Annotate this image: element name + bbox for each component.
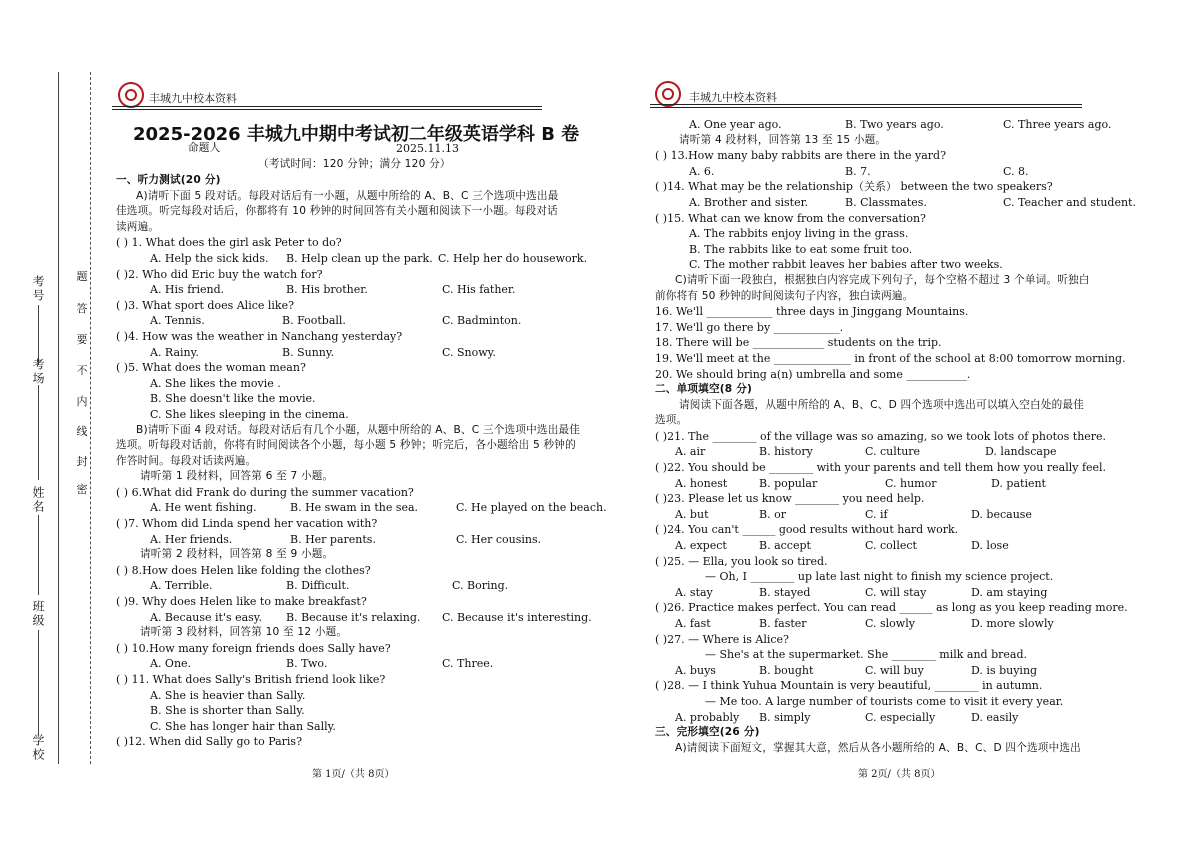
answer-option: A. air bbox=[675, 445, 706, 459]
line-text: 三、完形填空(26 分) bbox=[655, 726, 760, 739]
answer-option: B. Help clean up the park. bbox=[286, 251, 433, 265]
line-text: ( ) 11. What does Sally's British friend look like? bbox=[116, 673, 386, 686]
line-text: ( ) 8.How does Helen like folding the clothes? bbox=[116, 563, 371, 577]
answer-option: B. Football. bbox=[282, 314, 346, 328]
answer-option: B. He swam in the sea. bbox=[290, 501, 419, 515]
line-text: ( )5. What does the woman mean? bbox=[116, 361, 306, 375]
field-exam-number: 考号 bbox=[31, 275, 45, 303]
answer-option: B. Her parents. bbox=[290, 532, 376, 546]
header-rule bbox=[112, 106, 542, 107]
answer-option: D. easily bbox=[971, 710, 1019, 724]
answer-option: D. more slowly bbox=[971, 617, 1054, 630]
answer-option: A. Terrible. bbox=[150, 579, 213, 593]
answer-option: C. His father. bbox=[442, 283, 516, 297]
answer-option: D. is buying bbox=[971, 663, 1038, 677]
line-text: ( ) 13.How many baby rabbits are there in the yard? bbox=[655, 149, 946, 163]
answer-option: A. expect bbox=[675, 539, 727, 553]
line-text: A)请阅读下面短文，掌握其大意，然后从各小题所给的 A、B、C、D 四个选项中选出 bbox=[675, 741, 1081, 754]
answer-option: C. especially bbox=[865, 710, 936, 724]
line-text: ( )23. Please let us know ________ you need help. bbox=[655, 492, 925, 506]
line-text: 二、单项填空(8 分) bbox=[655, 383, 753, 396]
answer-option: C. if bbox=[865, 507, 888, 521]
line-text: C. The mother rabbit leaves her babies after two weeks. bbox=[689, 258, 1003, 272]
line-text: 读两遍。 bbox=[116, 220, 160, 233]
answer-option: A. He went fishing. bbox=[150, 501, 257, 515]
line-text: 一、听力测试(20 分) bbox=[116, 174, 221, 186]
line-text: ( )15. What can we know from the conversation? bbox=[655, 211, 926, 225]
answer-option: B. accept bbox=[759, 539, 811, 553]
line-text: 17. We'll go there by ____________. bbox=[655, 320, 844, 334]
answer-option: A. fast bbox=[675, 617, 711, 630]
line-text: ( )25. — Ella, you look so tired. bbox=[655, 554, 828, 568]
answer-option: B. stayed bbox=[759, 585, 811, 599]
answer-option: A. Brother and sister. bbox=[689, 195, 809, 209]
answer-option: A. probably bbox=[675, 710, 740, 724]
line-text: ( ) 10.How many foreign friends does Sally have? bbox=[116, 641, 391, 655]
line-text: ( ) 1. What does the girl ask Peter to do? bbox=[116, 236, 342, 250]
line-text: ( )22. You should be ________ with your parents and tell them how you really feel. bbox=[655, 461, 1107, 475]
answer-option: B. bought bbox=[759, 663, 814, 677]
header-rule bbox=[650, 104, 1082, 105]
margin-line-outer bbox=[58, 72, 59, 764]
answer-option: B. history bbox=[759, 445, 813, 459]
seal-char: 内 bbox=[76, 395, 88, 408]
line-text: A. The rabbits enjoy living in the grass. bbox=[689, 227, 909, 241]
seal-char: 答 bbox=[76, 302, 88, 315]
page1-footer: 第 1页/（共 8页） bbox=[312, 769, 395, 780]
line-text: — She's at the supermarket. She ________ milk and bread. bbox=[705, 648, 1027, 662]
answer-option: B. faster bbox=[759, 617, 807, 630]
line-text: 20. We should bring a(n) umbrella and some ___________. bbox=[655, 367, 971, 381]
line-text: 请听第 1 段材料，回答第 6 至 7 小题。 bbox=[140, 470, 334, 483]
seal-char: 线 bbox=[76, 425, 88, 438]
line-text: B. She doesn't like the movie. bbox=[150, 392, 316, 406]
line-text: 16. We'll ____________ three days in Jinggang Mountains. bbox=[655, 305, 969, 319]
answer-option: B. popular bbox=[759, 476, 818, 490]
answer-option: B. 7. bbox=[845, 164, 871, 178]
school-name: 丰城九中校本资料 bbox=[689, 91, 777, 104]
answer-option: C. 8. bbox=[1003, 164, 1029, 178]
seal-char: 封 bbox=[76, 455, 88, 468]
exam-date: 2025.11.13 bbox=[396, 142, 459, 155]
exam-info: （考试时间：120 分钟；满分 120 分） bbox=[258, 158, 451, 170]
answer-option: C. collect bbox=[865, 539, 917, 553]
line-text: B. The rabbits like to eat some fruit too. bbox=[689, 242, 913, 256]
line-text: ( )12. When did Sally go to Paris? bbox=[116, 735, 302, 749]
seal-char: 不 bbox=[76, 364, 88, 377]
answer-option: D. landscape bbox=[985, 445, 1057, 459]
line-text: ( )9. Why does Helen like to make breakfast? bbox=[116, 595, 367, 609]
field-line bbox=[38, 305, 39, 365]
field-line bbox=[38, 630, 39, 735]
answer-option: A. Because it's easy. bbox=[150, 610, 263, 624]
margin-line-inner bbox=[90, 72, 91, 764]
line-text: 18. There will be _____________ students on the trip. bbox=[655, 336, 942, 350]
line-text: ( )2. Who did Eric buy the watch for? bbox=[116, 267, 323, 281]
answer-option: D. lose bbox=[971, 539, 1009, 553]
header-rule bbox=[650, 107, 1082, 108]
line-text: C)请听下面一段独白，根据独白内容完成下列句子，每个空格不超过 3 个单词。听独白 bbox=[675, 273, 1090, 286]
answer-option: A. but bbox=[675, 507, 709, 521]
line-text: 佳选项。听完每段对话后，你都将有 10 秒钟的时间回答有关小题和阅读下一小题。每段对话 bbox=[116, 205, 558, 218]
line-text: A. She is heavier than Sally. bbox=[150, 688, 306, 702]
answer-option: B. simply bbox=[759, 710, 811, 724]
line-text: — Oh, I ________ up late last night to finish my science project. bbox=[705, 570, 1054, 584]
line-text: C. She likes sleeping in the cinema. bbox=[150, 407, 349, 421]
answer-option: C. slowly bbox=[865, 617, 915, 630]
answer-option: C. Three. bbox=[442, 657, 494, 671]
field-school: 学校 bbox=[31, 734, 45, 762]
answer-option: A. buys bbox=[675, 663, 716, 677]
line-text: 选项。 bbox=[655, 414, 688, 427]
answer-option: C. Because it's interesting. bbox=[442, 610, 592, 624]
answer-option: B. Two years ago. bbox=[845, 118, 944, 131]
answer-option: A. One. bbox=[150, 657, 192, 671]
answer-option: B. Classmates. bbox=[845, 195, 927, 209]
field-exam-room: 考场 bbox=[31, 358, 45, 386]
answer-option: B. Sunny. bbox=[282, 345, 335, 359]
question-setter: 命题人 bbox=[188, 142, 221, 154]
line-text: B)请听下面 4 段对话。每段对话后有几个小题，从题中所给的 A、B、C 三个选项中选出最佳 bbox=[136, 423, 581, 436]
answer-option: B. Two. bbox=[286, 657, 328, 671]
seal-char: 题 bbox=[76, 270, 88, 283]
school-name: 丰城九中校本资料 bbox=[149, 92, 237, 105]
line-text: ( )27. — Where is Alice? bbox=[655, 632, 789, 646]
field-name: 姓名 bbox=[31, 486, 45, 514]
answer-option: C. will stay bbox=[865, 585, 927, 599]
line-text: 19. We'll meet at the ______________ in front of the school at 8:00 tomorrow morning. bbox=[655, 351, 1126, 365]
answer-option: B. Because it's relaxing. bbox=[286, 610, 421, 624]
answer-option: A. stay bbox=[675, 585, 713, 599]
answer-option: C. will buy bbox=[865, 663, 924, 677]
field-line bbox=[38, 385, 39, 480]
answer-option: C. He played on the beach. bbox=[456, 501, 607, 515]
line-text: A)请听下面 5 段对话。每段对话后有一小题，从题中所给的 A、B、C 三个选项中选出最 bbox=[136, 189, 559, 202]
line-text: 前你将有 50 秒钟的时间阅读句子内容，独白读两遍。 bbox=[655, 289, 914, 302]
line-text: ( ) 6.What did Frank do during the summer vacation? bbox=[116, 485, 414, 499]
line-text: ( )4. How was the weather in Nanchang yesterday? bbox=[116, 329, 403, 343]
answer-option: D. am staying bbox=[971, 585, 1048, 599]
answer-option: A. 6. bbox=[689, 164, 715, 178]
answer-option: A. Help the sick kids. bbox=[150, 251, 269, 265]
answer-option: C. Her cousins. bbox=[456, 532, 542, 546]
answer-option: A. One year ago. bbox=[689, 118, 782, 131]
field-line bbox=[38, 515, 39, 595]
answer-option: C. Boring. bbox=[452, 579, 509, 593]
line-text: 请听第 2 段材料，回答第 8 至 9 小题。 bbox=[140, 548, 334, 561]
answer-option: A. Rainy. bbox=[150, 345, 199, 359]
header-rule bbox=[112, 109, 542, 110]
binding-margin bbox=[0, 0, 110, 848]
line-text: — Me too. A large number of tourists come to visit it every year. bbox=[705, 694, 1064, 708]
line-text: ( )26. Practice makes perfect. You can read ______ as long as you keep reading more. bbox=[655, 601, 1128, 615]
answer-option: C. humor bbox=[885, 476, 937, 490]
line-text: 选项。听每段对话前，你将有时间阅读各个小题，每小题 5 秒钟；听完后，各小题给出 5 秒钟的 bbox=[116, 439, 576, 452]
line-text: ( )28. — I think Yuhua Mountain is very beautiful, ________ in autumn. bbox=[655, 679, 1043, 693]
answer-option: A. His friend. bbox=[150, 283, 225, 297]
answer-option: C. Three years ago. bbox=[1003, 118, 1112, 131]
line-text: ( )7. Whom did Linda spend her vacation with? bbox=[116, 517, 378, 531]
answer-option: C. culture bbox=[865, 445, 921, 459]
answer-option: B. or bbox=[759, 507, 786, 521]
answer-option: C. Snowy. bbox=[442, 345, 496, 359]
line-text: ( )14. What may be the relationship（关系） between the two speakers? bbox=[655, 180, 1053, 194]
answer-option: D. patient bbox=[991, 476, 1046, 490]
seal-char: 密 bbox=[76, 483, 88, 496]
line-text: 请听第 4 段材料，回答第 13 至 15 小题。 bbox=[679, 133, 887, 146]
line-text: 作答时间。每段对话读两遍。 bbox=[116, 454, 257, 467]
answer-option: C. Teacher and student. bbox=[1003, 195, 1136, 209]
answer-option: C. Badminton. bbox=[442, 314, 522, 328]
line-text: B. She is shorter than Sally. bbox=[150, 704, 305, 718]
answer-option: A. honest bbox=[675, 476, 728, 490]
line-text: C. She has longer hair than Sally. bbox=[150, 719, 336, 733]
answer-option: B. Difficult. bbox=[286, 579, 350, 593]
exam-title: 2025-2026 丰城九中期中考试初二年级英语学科 B 卷 bbox=[133, 124, 580, 145]
answer-option: A. Tennis. bbox=[150, 314, 205, 328]
answer-option: C. Help her do housework. bbox=[438, 251, 588, 265]
answer-option: A. Her friends. bbox=[150, 532, 233, 546]
line-text: 请听第 3 段材料，回答第 10 至 12 小题。 bbox=[140, 626, 348, 639]
answer-option: D. because bbox=[971, 507, 1032, 521]
line-text: ( )21. The ________ of the village was so amazing, so we took lots of photos there. bbox=[655, 429, 1107, 443]
line-text: ( )24. You can't ______ good results without hard work. bbox=[655, 523, 959, 537]
page2-footer: 第 2页/（共 8页） bbox=[858, 769, 941, 780]
field-class: 班级 bbox=[31, 600, 45, 628]
line-text: A. She likes the movie . bbox=[150, 376, 281, 390]
line-text: 请阅读下面各题，从题中所给的 A、B、C、D 四个选项中选出可以填入空白处的最佳 bbox=[679, 398, 1084, 411]
seal-char: 要 bbox=[76, 333, 88, 346]
answer-option: B. His brother. bbox=[286, 283, 368, 297]
line-text: ( )3. What sport does Alice like? bbox=[116, 298, 294, 312]
school-logo-icon bbox=[118, 82, 144, 108]
